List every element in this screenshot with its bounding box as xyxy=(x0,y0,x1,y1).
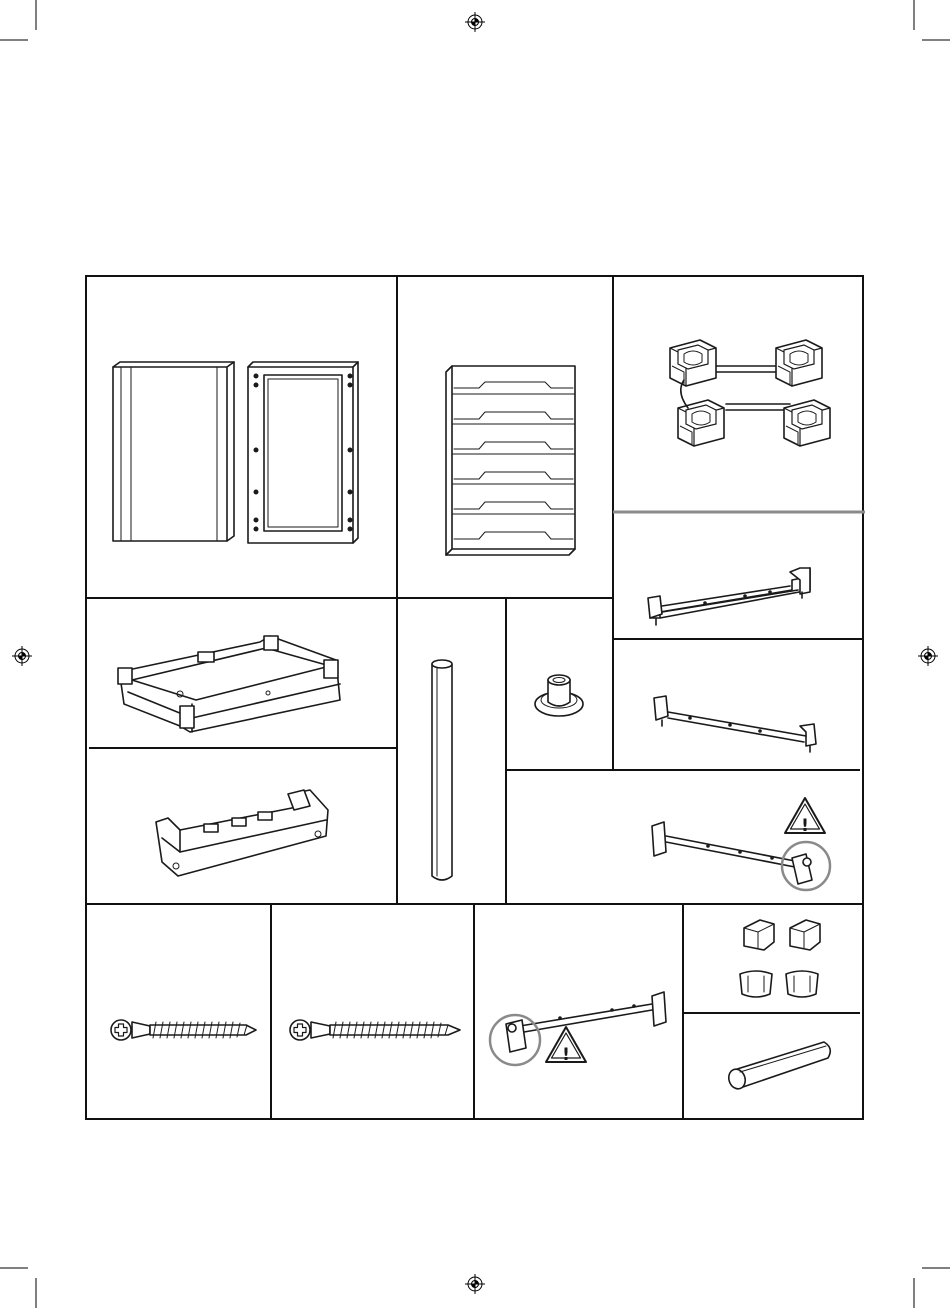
svg-text:!: ! xyxy=(562,1045,570,1065)
registration-mark-right-icon xyxy=(918,646,938,666)
screw-long-icon xyxy=(290,1020,460,1040)
registration-mark-bottom-icon xyxy=(465,1274,485,1294)
hanging-rail-a-icon xyxy=(648,568,810,625)
drawer-frame-icon xyxy=(118,636,340,732)
drawer-fronts-icon xyxy=(446,366,575,555)
tube-icon xyxy=(726,1042,830,1091)
warning-triangle-left-icon xyxy=(546,1027,586,1065)
registration-mark-top-icon xyxy=(465,12,485,32)
frame-bracket-icon xyxy=(156,790,328,876)
hanging-rail-b-icon xyxy=(654,696,816,752)
registration-mark-left-icon xyxy=(12,646,32,666)
door-panels-icon xyxy=(113,362,358,543)
knob-icon xyxy=(535,675,583,716)
corner-connectors-icon xyxy=(670,340,830,446)
svg-text:!: ! xyxy=(801,816,809,836)
warning-triangle-right-icon xyxy=(785,798,825,836)
end-caps-icon xyxy=(740,920,820,997)
rod-icon xyxy=(432,660,452,880)
screw-short-icon xyxy=(111,1020,256,1040)
